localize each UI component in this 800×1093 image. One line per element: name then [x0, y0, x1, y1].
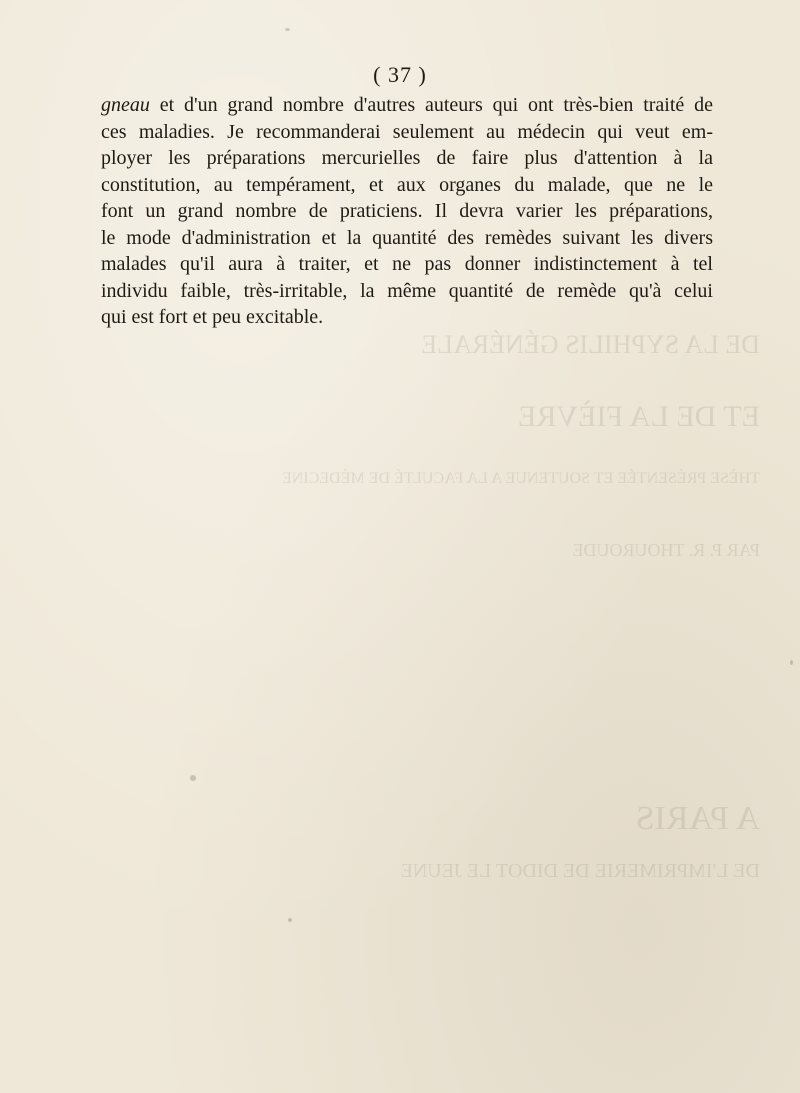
paper-speck: [190, 775, 196, 781]
line-text: le mode d'administration et la quantité des remèdes suivant les divers: [101, 226, 713, 249]
line-text: ces maladies. Je recommanderai seulement au médecin qui veut em-: [101, 120, 713, 143]
line-text: et d'un grand nombre d'autres auteurs qui ont très-bien traité de: [149, 94, 713, 116]
line-text: font un grand nombre de praticiens. Il devra varier les préparations,: [101, 200, 713, 222]
body-paragraph: [101, 92, 713, 331]
bleed-through-text: DE LA SYPHILIS GÉNÉRALE ET DE LA FIÈVRE THÈSE PRÉSENTÉE ET SOUTENUE A LA FACULTÉ DE MÉDECINE PAR P. R. THOUROUDE A PARIS DE L'IMPRIMERIE DE DIDOT LE JEUNE: [282, 330, 760, 882]
line-text: individu faible, très-irritable, la même quantité de remède qu'à celui: [101, 279, 713, 302]
text-line: [101, 145, 713, 172]
text-line: [101, 92, 713, 119]
line-text: constitution, au tempérament, et aux organes du malade, que ne le: [101, 173, 713, 196]
italic-word: gneau: [101, 94, 150, 116]
paper-speck: [790, 660, 793, 665]
text-line: [101, 225, 713, 252]
line-text: ployer les préparations mercurielles de faire plus d'attention à la: [101, 147, 713, 169]
text-line: [101, 198, 713, 225]
paper-speck: [288, 918, 292, 922]
text-line: [101, 119, 713, 146]
line-text: qui est fort et peu excitable.: [101, 306, 324, 328]
text-line: [101, 304, 713, 331]
text-line: [101, 172, 713, 199]
page-number: ( 37 ): [373, 62, 427, 87]
line-text: malades qu'il aura à traiter, et ne pas donner indistinctement à tel: [101, 253, 713, 275]
paper-speck: [285, 28, 290, 31]
text-line: [101, 251, 713, 278]
text-line: [101, 278, 713, 305]
